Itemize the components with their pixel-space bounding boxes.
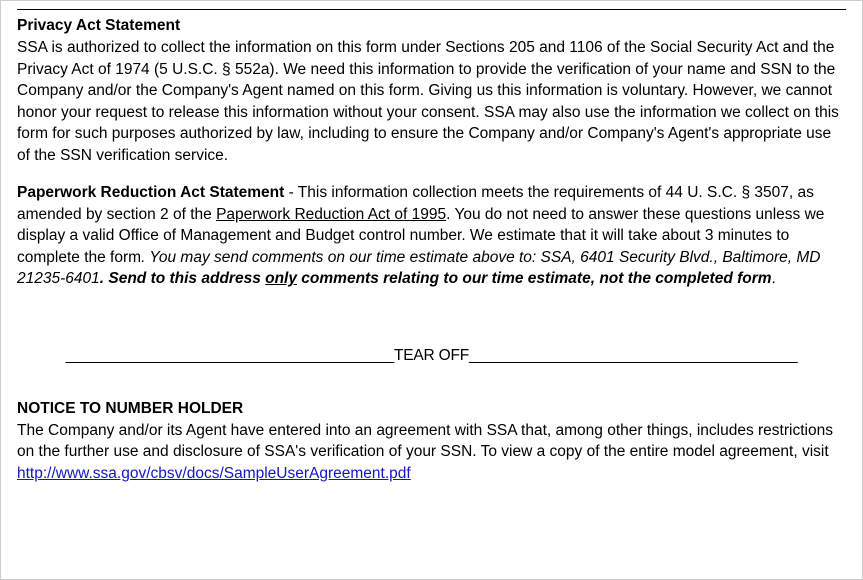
notice-heading: NOTICE TO NUMBER HOLDER — [17, 399, 244, 417]
notice-body-text: The Company and/or its Agent have entered into an agreement with SSA that, among other things, includes restrictions on the further use and disclosure of SSA's verification of your SSN. To view a copy of the entire model agreement, visit — [17, 421, 833, 460]
paperwork-segment-only: only — [265, 270, 297, 287]
tear-off-label: TEAR OFF — [393, 346, 470, 364]
paperwork-segment-6: comments relating to our time estimate, not the completed form — [297, 270, 772, 287]
notice-body — [17, 420, 846, 485]
notice-block — [17, 398, 846, 485]
paperwork-segment-3: . You may send comments on our time estimate above to: SSA, 6401 Security Blvd., Baltimore, MD 21235-6401 — [17, 248, 821, 287]
privacy-act-heading: Privacy Act Statement — [17, 17, 181, 34]
paperwork-segment-4: . Send to this address — [99, 270, 266, 287]
top-divider — [17, 9, 846, 10]
tear-off-divider — [17, 346, 846, 366]
paperwork-heading: Paperwork Reduction Act Statement — [17, 184, 285, 201]
paperwork-segment-1: - This information collection meets the requirements of 44 U. S.C. § 3507, as amended by section 2 of the — [17, 184, 814, 223]
sample-user-agreement-link[interactable]: http://www.ssa.gov/cbsv/docs/SampleUserAgreement.pdf — [17, 464, 411, 482]
document-content — [17, 9, 846, 484]
paperwork-reduction-paragraph — [17, 182, 846, 290]
tear-off-left-dashes: _______________________________________ — [65, 346, 394, 364]
tear-off-right-dashes: _______________________________________ — [469, 346, 798, 364]
privacy-act-body: SSA is authorized to collect the information on this form under Sections 205 and 1106 of the Social Security Act and the Privacy Act of 1974 (5 U.S.C. § 552a). We need this information to provide the verification of your name and SSN to the Company and/or the Company's Agent named on this form. Giving us this information is voluntary. However, we cannot honor your request to release this information without your consent. SSA may also use the information we collect on this form for such purposes authorized by law, including to ensure the Company and/or Company's Agent's appropriate use of the SSN verification service. — [17, 39, 839, 164]
paperwork-act-1995-link: Paperwork Reduction Act of 1995 — [216, 205, 447, 223]
paperwork-segment-7: . — [771, 270, 776, 287]
paperwork-segment-2: . You do not need to answer these questions unless we display a valid Office of Management and Budget control number. We estimate that it will take about 3 minutes to complete the form — [17, 205, 825, 266]
